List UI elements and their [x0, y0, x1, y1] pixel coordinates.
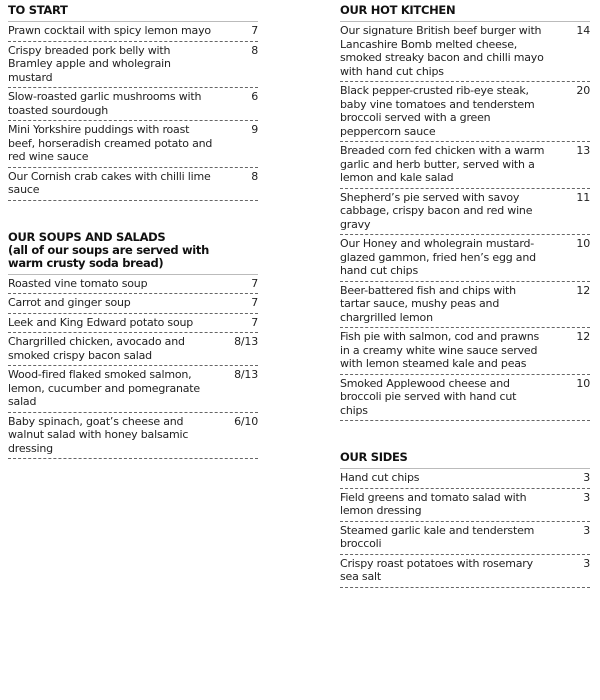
menu-item-price: 3: [583, 471, 590, 484]
menu-item: [340, 555, 590, 588]
menu-item-price: 6/10: [234, 414, 258, 428]
menu-item-name: Smoked Applewood cheese and broccoli pie served with hand cut chips: [340, 376, 517, 417]
menu-item-name: Roasted vine tomato soup: [8, 276, 148, 290]
menu-item-name: Our Cornish crab cakes with chilli lime sauce: [8, 169, 211, 196]
menu-item-name: Mini Yorkshire puddings with roast beef, horseradish creamed potato and red wine sauce: [8, 123, 213, 163]
hot-kitchen-list: [340, 22, 590, 421]
menu-item-name: Wood-fired flaked smoked salmon, lemon, cucumber and pomegranate salad: [8, 368, 200, 408]
menu-item-name: Steamed garlic kale and tenderstem broccoli: [340, 523, 535, 550]
menu-item-price: 9: [251, 123, 258, 136]
menu-item: [340, 375, 590, 422]
section-title-soups: [8, 231, 258, 275]
menu-item: [8, 168, 258, 201]
soups-list: [8, 275, 258, 460]
menu-item: [8, 333, 258, 366]
menu-item-name: Crispy breaded pork belly with Bramley apple and wholegrain mustard: [8, 43, 171, 84]
menu-item-name: Slow-roasted garlic mushrooms with toasted sourdough: [8, 90, 202, 117]
menu-item-price: 12: [576, 330, 590, 343]
menu-item-name: Crispy roast potatoes with rosemary sea salt: [340, 556, 533, 583]
menu-item: [8, 366, 258, 413]
menu-item: [340, 82, 590, 142]
menu-item: [340, 469, 590, 489]
menu-item-name: Beer-battered fish and chips with tartar sauce, mushy peas and chargrilled lemon: [340, 283, 516, 324]
menu-item-name: Carrot and ginger soup: [8, 296, 131, 309]
menu-item: [8, 275, 258, 295]
menu-item: [340, 489, 590, 522]
menu-item-price: 14: [576, 24, 590, 37]
soups-subtitle: (all of our soups are served with warm crusty soda bread): [8, 242, 210, 270]
menu-item-price: 10: [576, 376, 590, 390]
menu-item: [8, 88, 258, 121]
menu-item-price: 8: [251, 43, 258, 57]
menu-item-name: Breaded corn fed chicken with a warm garlic and herb butter, served with a lemon and kale salad: [340, 144, 545, 184]
menu-item-price: 7: [251, 296, 258, 309]
menu-item-price: 8/13: [234, 335, 258, 348]
menu-item-name: Chargrilled chicken, avocado and smoked crispy bacon salad: [8, 335, 185, 362]
menu-item-price: 7: [251, 24, 258, 37]
section-title-to-start: TO START: [8, 4, 258, 22]
menu-item-name: Black pepper-crusted rib-eye steak, baby vine tomatoes and tenderstem broccoli served with a green peppercorn sauce: [340, 84, 535, 138]
menu-item-price: 12: [576, 283, 590, 297]
menu-item-price: 3: [583, 556, 590, 570]
section-title-hot-kitchen: OUR HOT KITCHEN: [340, 4, 590, 22]
to-start-list: [8, 22, 258, 201]
menu-item-price: 20: [576, 84, 590, 97]
menu-item-name: Baby spinach, goat’s cheese and walnut salad with honey balsamic dressing: [8, 414, 189, 455]
menu-item: [8, 294, 258, 314]
menu-item: [340, 22, 590, 82]
menu-item-name: Our Honey and wholegrain mustard-glazed gammon, fried hen’s egg and hand cut chips: [340, 237, 536, 277]
left-column: [8, 0, 258, 459]
menu-item: [8, 413, 258, 460]
section-title-sides: OUR SIDES: [340, 451, 590, 469]
menu-item: [340, 189, 590, 236]
menu-item-name: Leek and King Edward potato soup: [8, 315, 194, 329]
menu-item: [340, 142, 590, 189]
menu-item-name: Our signature British beef burger with Lancashire Bomb melted cheese, smoked streaky bacon and chilli mayo with hand cut chips: [340, 24, 544, 78]
menu-item-price: 3: [583, 490, 590, 504]
menu-item-price: 3: [583, 523, 590, 537]
menu-item-price: 10: [576, 237, 590, 250]
menu-item: [8, 314, 258, 334]
right-column: [340, 0, 590, 588]
menu-item-name: Field greens and tomato salad with lemon dressing: [340, 490, 527, 517]
menu-item-name: Shepherd’s pie served with savoy cabbage, crispy bacon and red wine gravy: [340, 190, 533, 231]
menu-item-price: 8/13: [234, 368, 258, 381]
menu-item: [8, 42, 258, 89]
menu-item-price: 11: [576, 190, 590, 204]
soups-title: OUR SOUPS AND SALADS: [8, 229, 166, 244]
menu-item-price: 13: [576, 144, 590, 157]
menu-item: [340, 235, 590, 282]
menu-item: [8, 22, 258, 42]
menu-item: [8, 121, 258, 168]
menu-item-price: 8: [251, 169, 258, 183]
menu-item-name: Prawn cocktail with spicy lemon mayo: [8, 24, 211, 37]
menu-item: [340, 328, 590, 375]
menu-item-price: 6: [251, 90, 258, 103]
menu-item-name: Hand cut chips: [340, 471, 420, 484]
sides-list: [340, 469, 590, 588]
menu-item-price: 7: [251, 276, 258, 290]
menu-item: [340, 282, 590, 329]
menu-item-name: Fish pie with salmon, cod and prawns in a creamy white wine sauce served with lemon steamed kale and peas: [340, 330, 540, 370]
menu-item-price: 7: [251, 315, 258, 329]
menu-item: [340, 522, 590, 555]
